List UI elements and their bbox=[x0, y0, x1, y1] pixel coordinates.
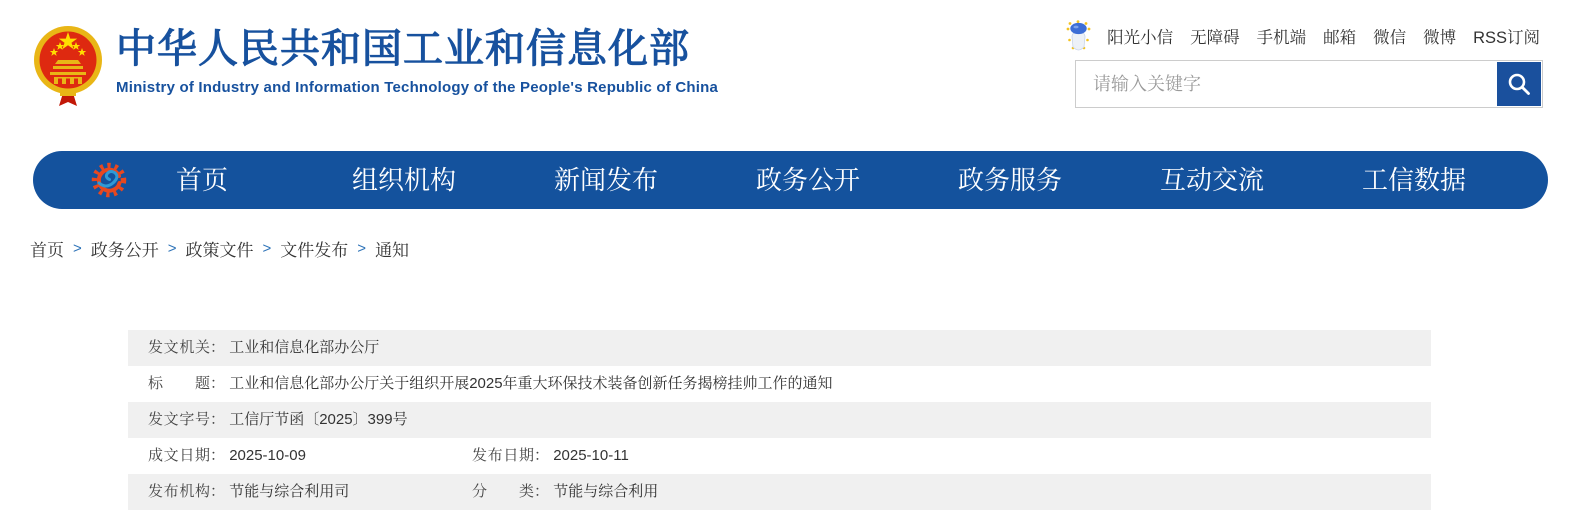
site-brand bbox=[116, 26, 718, 96]
breadcrumb-separator: > bbox=[73, 240, 82, 257]
link-mobile[interactable]: 手机端 bbox=[1256, 28, 1307, 47]
field-value: 2025-10-11 bbox=[553, 447, 629, 464]
table-row bbox=[128, 474, 1431, 510]
site-subtitle: Ministry of Industry and Information Technology of the People's Republic of China bbox=[116, 79, 719, 96]
search-button[interactable] bbox=[1497, 62, 1541, 106]
breadcrumb-policy-docs[interactable]: 政策文件 bbox=[185, 241, 254, 260]
nav-item-gov-services[interactable]: 政务服务 bbox=[957, 165, 1062, 195]
document-number-cell: 发文字号： 工信厅节函〔2025〕399号 bbox=[128, 402, 1431, 438]
link-mail[interactable]: 邮箱 bbox=[1323, 28, 1357, 47]
field-label: 分类 bbox=[472, 483, 534, 500]
field-value: 工信厅节函〔2025〕399号 bbox=[229, 411, 408, 428]
field-label: 成文日期 bbox=[148, 447, 210, 464]
breadcrumb bbox=[30, 236, 409, 261]
field-value: 节能与综合利用司 bbox=[229, 483, 350, 500]
breadcrumb-current-notice: 通知 bbox=[375, 241, 410, 260]
field-label: 发布日期 bbox=[472, 447, 534, 464]
table-row bbox=[128, 402, 1431, 438]
publishing-agency-cell: 发布机构： 节能与综合利用司 bbox=[128, 474, 452, 510]
nav-item-gov-affairs[interactable]: 政务公开 bbox=[755, 165, 860, 195]
nav-item-news[interactable]: 新闻发布 bbox=[553, 165, 658, 195]
field-value: 工业和信息化部办公厅关于组织开展2025年重大环保技术装备创新任务揭榜挂帅工作的通知 bbox=[229, 375, 833, 392]
nav-item-organization[interactable]: 组织机构 bbox=[351, 165, 456, 195]
table-row bbox=[128, 366, 1431, 402]
nav-items bbox=[101, 151, 1515, 209]
field-value: 节能与综合利用 bbox=[553, 483, 659, 500]
breadcrumb-home[interactable]: 首页 bbox=[30, 241, 64, 260]
breadcrumb-gov-affairs[interactable]: 政务公开 bbox=[90, 241, 159, 260]
field-label: 发布机构 bbox=[148, 483, 210, 500]
link-accessibility[interactable]: 无障碍 bbox=[1190, 28, 1240, 47]
document-title-cell: 标题： 工业和信息化部办公厅关于组织开展2025年重大环保技术装备创新任务揭榜挂帅工作的通知 bbox=[128, 366, 1431, 402]
written-date-cell: 成文日期： 2025-10-09 bbox=[128, 438, 452, 474]
field-label: 标题 bbox=[148, 375, 210, 392]
field-value: 2025-10-09 bbox=[229, 447, 306, 464]
publish-date-cell: 发布日期： 2025-10-11 bbox=[452, 438, 1431, 474]
quick-links-bar bbox=[1065, 20, 1540, 51]
field-label: 发文字号 bbox=[148, 411, 210, 428]
breadcrumb-separator: > bbox=[262, 240, 272, 257]
table-row bbox=[128, 438, 1431, 474]
site-search bbox=[1075, 60, 1543, 108]
document-info-table bbox=[128, 330, 1431, 510]
breadcrumb-separator: > bbox=[167, 240, 177, 257]
china-national-emblem-icon bbox=[33, 14, 103, 112]
issuing-office-cell: 发文机关： 工业和信息化部办公厅 bbox=[128, 330, 1431, 366]
link-wechat[interactable]: 微信 bbox=[1373, 28, 1407, 47]
breadcrumb-doc-release[interactable]: 文件发布 bbox=[280, 241, 349, 260]
sunshine-robot-icon bbox=[1065, 20, 1092, 51]
nav-item-home[interactable]: 首页 bbox=[175, 165, 228, 195]
breadcrumb-separator: > bbox=[357, 240, 367, 257]
site-title: 中华人民共和国工业和信息化部 bbox=[116, 27, 690, 71]
search-input[interactable] bbox=[1075, 60, 1543, 108]
field-value: 工业和信息化部办公厅 bbox=[229, 339, 380, 356]
link-rss[interactable]: RSS订阅 bbox=[1473, 28, 1540, 47]
table-row bbox=[128, 330, 1431, 366]
field-label: 发文机关 bbox=[148, 339, 210, 356]
link-sunshine-assistant[interactable]: 阳光小信 bbox=[1107, 28, 1174, 47]
category-cell: 分类： 节能与综合利用 bbox=[452, 474, 1431, 510]
link-weibo[interactable]: 微博 bbox=[1423, 28, 1457, 47]
national-emblem-logo[interactable] bbox=[33, 14, 103, 112]
nav-item-miit-data[interactable]: 工信数据 bbox=[1361, 165, 1466, 195]
main-nav-bar bbox=[33, 151, 1548, 209]
nav-item-interaction[interactable]: 互动交流 bbox=[1159, 165, 1264, 195]
search-icon bbox=[1506, 71, 1532, 97]
